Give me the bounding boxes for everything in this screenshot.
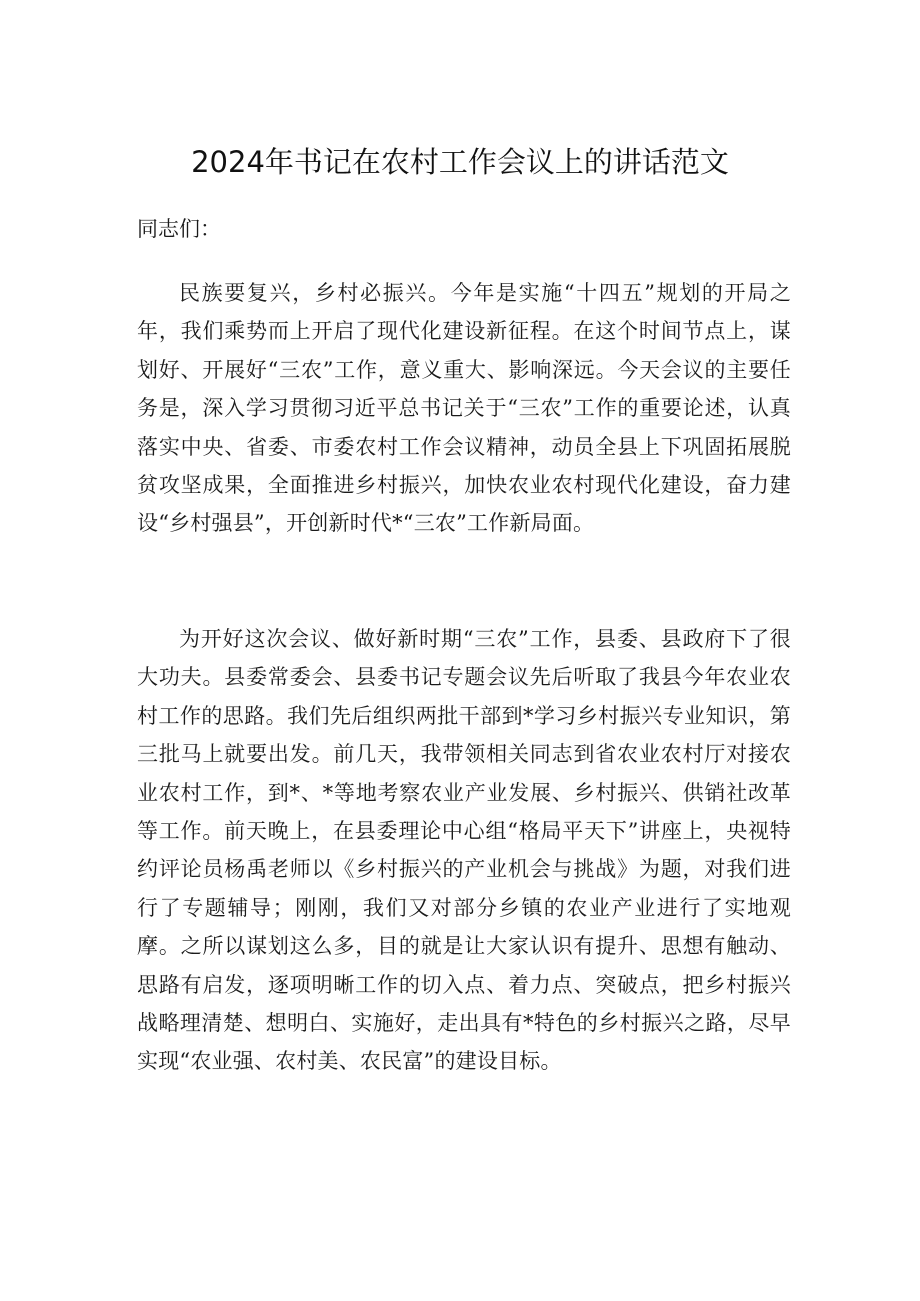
document-title: 2024年书记在农村工作会议上的讲话范文: [191, 145, 729, 179]
paragraph-1: 民族要复兴，乡村必振兴。今年是实施“十四五”规划的开局之年，我们乘势而上开启了现代化建设新征程。在这个时间节点上，谋划好、开展好“三农”工作，意义重大、影响深远。今天会议的主要任务是，深入学习贯彻习近平总书记关于“三农”工作的重要论述，认真落实中央、省委、市委农村工作会议精神，动员全县上下巩固拓展脱贫攻坚成果，全面推进乡村振兴，加快农业农村现代化建设，奋力建设“乡村强县”，开创新时代*“三农”工作新局面。: [137, 281, 791, 536]
paragraph-2: 为开好这次会议、做好新时期“三农”工作，县委、县政府下了很大功夫。县委常委会、县委书记专题会议先后听取了我县今年农业农村工作的思路。我们先后组织两批干部到*学习乡村振兴专业知识，第三批马上就要出发。前几天，我带领相关同志到省农业农村厅对接农业农村工作，到*、*等地考察农业产业发展、乡村振兴、供销社改革等工作。前天晚上，在县委理论中心组“格局平天下”讲座上，央视特约评论员杨禹老师以《乡村振兴的产业机会与挑战》为题，对我们进行了专题辅导；刚刚，我们又对部分乡镇的农业产业进行了实地观摩。之所以谋划这么多，目的就是让大家认识有提升、思想有触动、思路有启发，逐项明晰工作的切入点、着力点、突破点，把乡村振兴战略理清楚、想明白、实施好，走出具有*特色的乡村振兴之路，尽早实现“农业强、农村美、农民富”的建设目标。: [137, 627, 791, 1074]
salutation: 同志们：: [137, 217, 221, 241]
